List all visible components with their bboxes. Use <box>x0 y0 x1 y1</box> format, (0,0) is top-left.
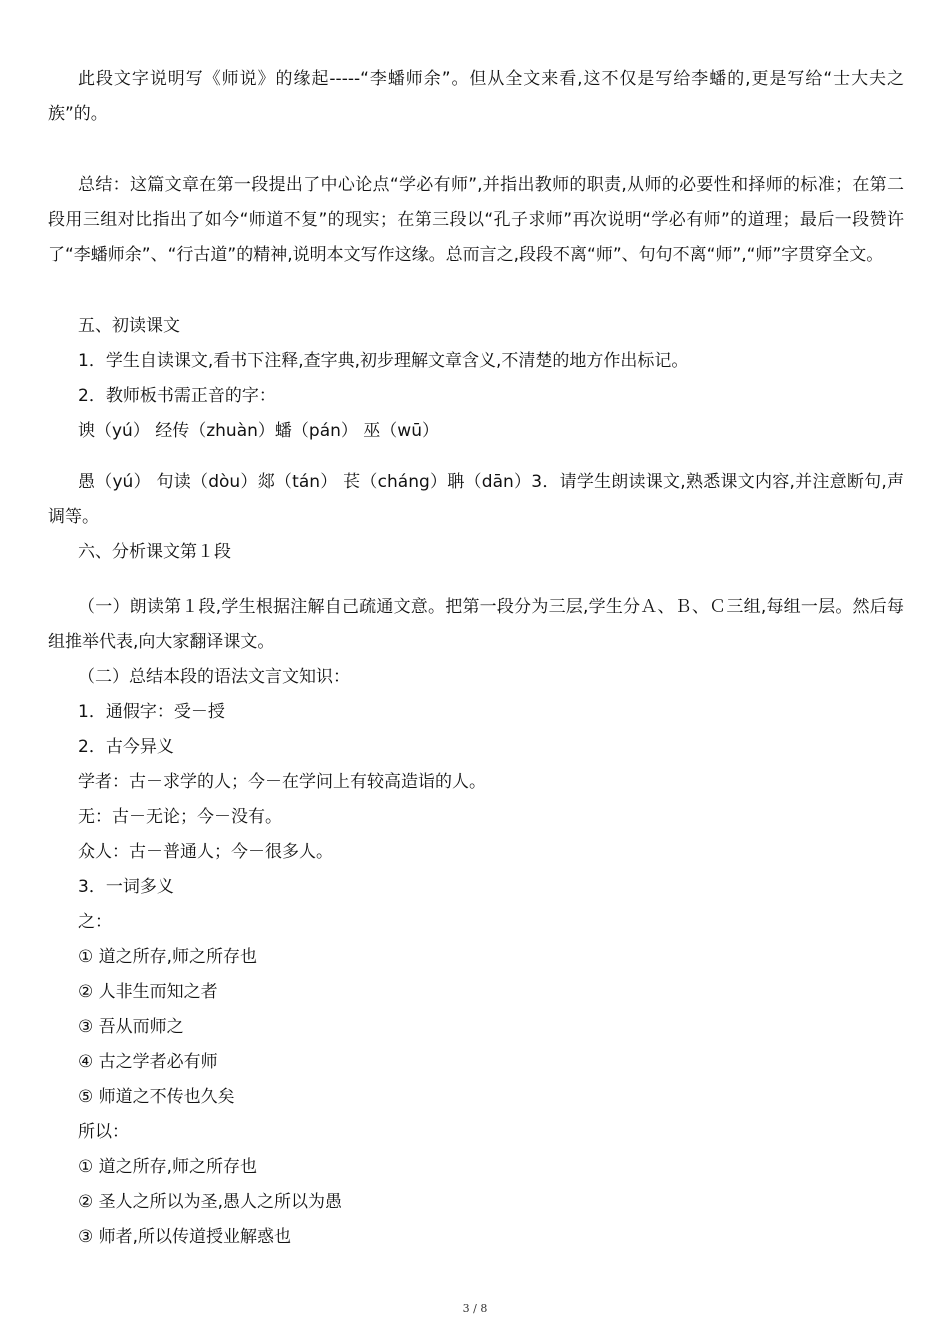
section-5-item-1: 1．学生自读课文,看书下注释,查字典,初步理解文章含义,不清楚的地方作出标记。 <box>78 351 689 371</box>
suoyi-item: ② 圣人之所以为圣,愚人之所以为愚 <box>78 1192 343 1212</box>
tongjia-item: 1．通假字：受－授 <box>78 702 225 722</box>
gujin-item: 学者：古－求学的人；今－在学问上有较高造诣的人。 <box>78 772 486 792</box>
page-number: 3 / 8 <box>462 1302 488 1315</box>
zhi-item: ② 人非生而知之者 <box>78 982 218 1002</box>
section-5-heading: 五、初读课文 <box>78 316 180 336</box>
zhi-label: 之： <box>78 912 112 932</box>
yici-heading: 3．一词多义 <box>78 877 174 897</box>
suoyi-item: ③ 师者,所以传道授业解惑也 <box>78 1227 292 1247</box>
summary-paragraph: 总结：这篇文章在第一段提出了中心论点“学必有师”,并指出教师的职责,从师的必要性和择师的标准；在第二段用三组对比指出了如今“师道不复”的现实；在第三段以“孔子求师”再次说明“学必有师”的道理；最后一段赞许了“李蟠师余”、“行古道”的精神,说明本文写作这缘。总而言之,段段不离“师”、句句不离“师”,“师”字贯穿全文。 <box>48 175 904 265</box>
section-6-sub-1: （一）朗读第１段,学生根据注解自己疏通文意。把第一段分为三层,学生分Ａ、Ｂ、Ｃ三组,每组一层。然后每组推举代表,向大家翻译课文。 <box>48 597 904 652</box>
gujin-item: 无：古－无论；今－没有。 <box>78 807 282 827</box>
document-body <box>48 62 904 1255</box>
suoyi-label: 所以： <box>78 1122 129 1142</box>
section-6-sub-2: （二）总结本段的语法文言文知识： <box>78 667 350 687</box>
zhi-item: ① 道之所存,师之所存也 <box>78 947 258 967</box>
intro-paragraph: 此段文字说明写《师说》的缘起-----“李蟠师余”。但从全文来看,这不仅是写给李蟠的,更是写给“士大夫之族”的。 <box>48 69 904 124</box>
gujin-heading: 2．古今异义 <box>78 737 174 757</box>
pronunciation-paragraph: 愚（yú） 句读（dòu）郯（tán） 苌（cháng）聃（dān）3．请学生朗读课文,熟悉课文内容,并注意断句,声调等。 <box>48 472 904 527</box>
gujin-item: 众人：古－普通人；今－很多人。 <box>78 842 333 862</box>
suoyi-item: ① 道之所存,师之所存也 <box>78 1157 258 1177</box>
pronunciation-line: 谀（yú） 经传（zhuàn）蟠（pán） 巫（wū） <box>78 421 439 441</box>
zhi-item: ④ 古之学者必有师 <box>78 1052 218 1072</box>
section-5-item-2: 2．教师板书需正音的字： <box>78 386 276 406</box>
section-6-heading: 六、分析课文第１段 <box>78 542 231 562</box>
zhi-item: ③ 吾从而师之 <box>78 1017 184 1037</box>
zhi-item: ⑤ 师道之不传也久矣 <box>78 1087 235 1107</box>
